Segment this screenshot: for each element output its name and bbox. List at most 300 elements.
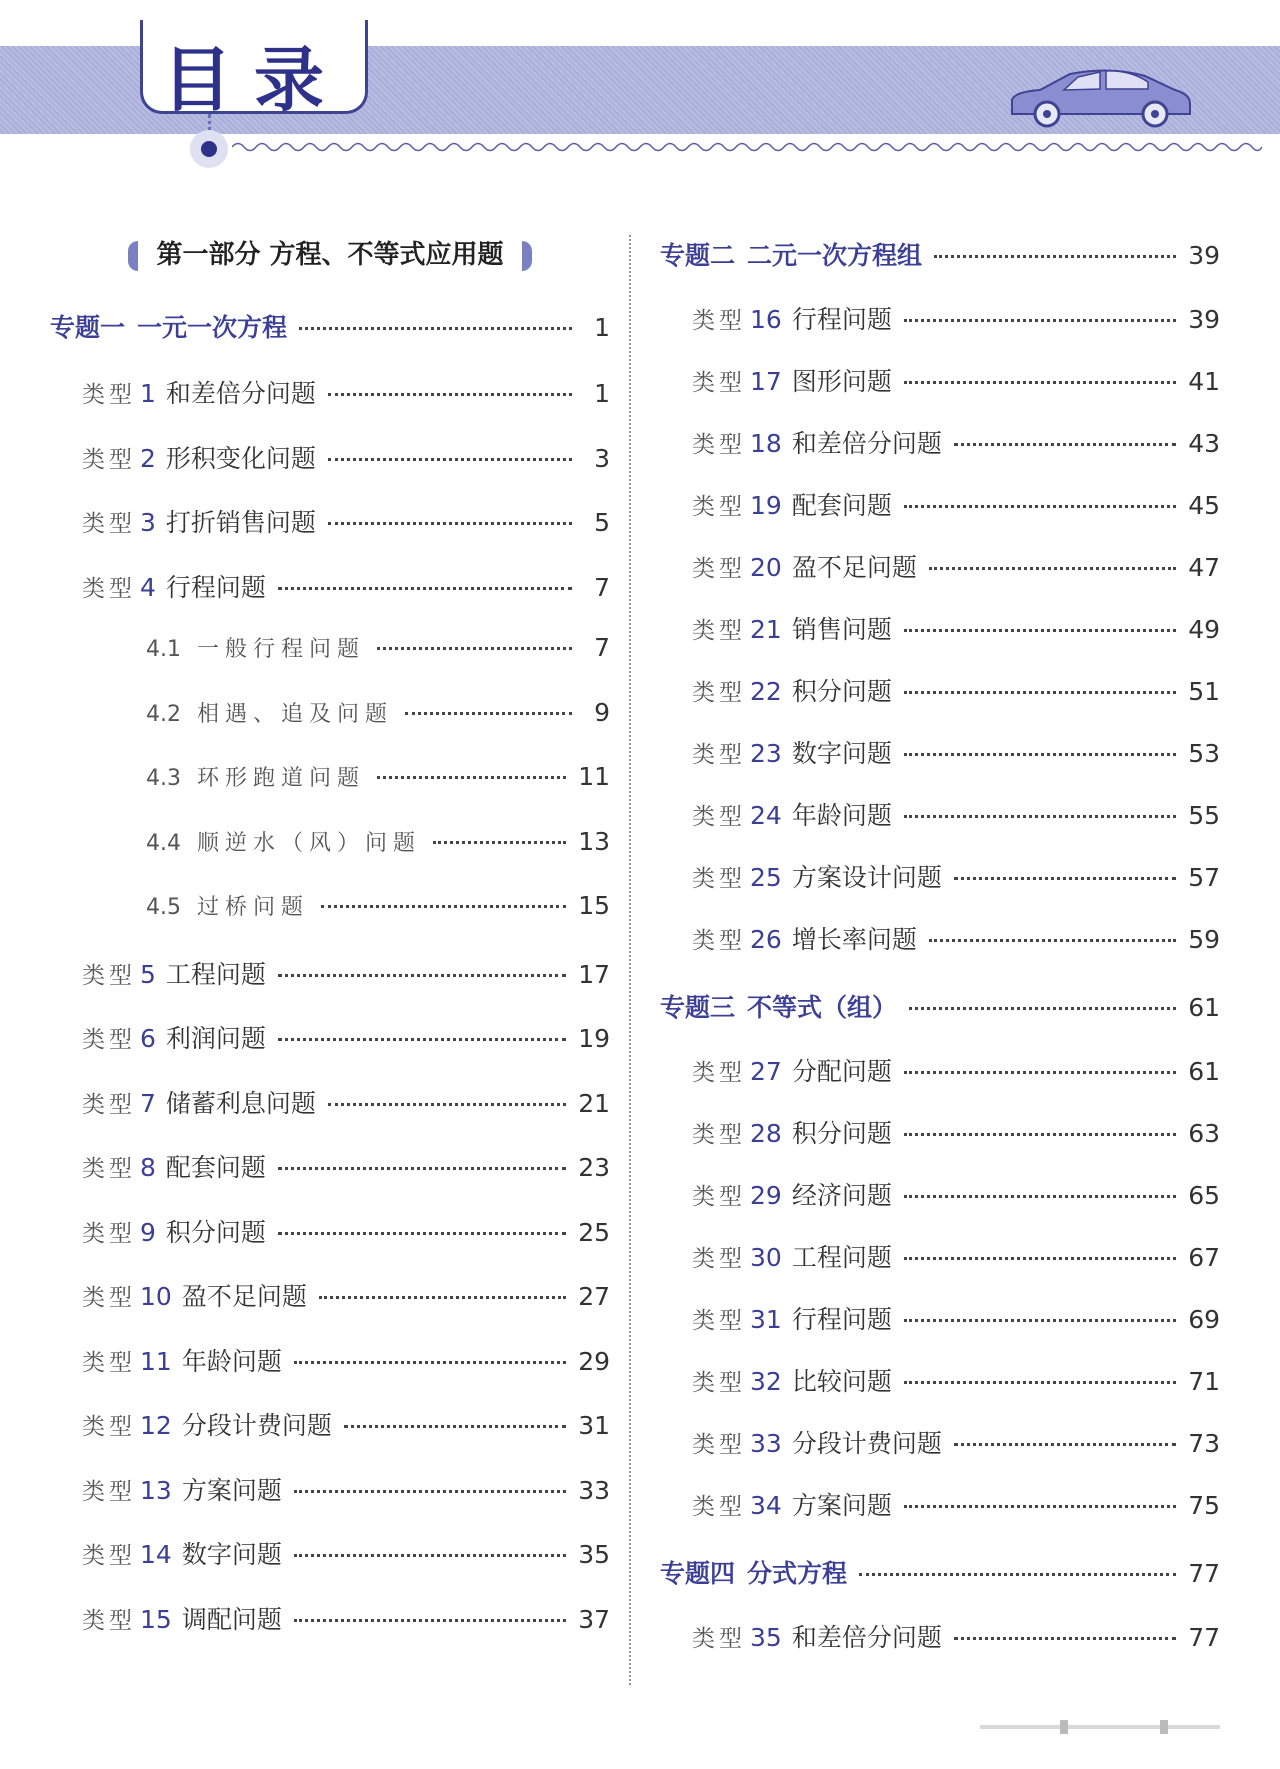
toc-type-entry[interactable] <box>660 672 1220 734</box>
part-title-text: 第一部分 方程、不等式应用题 <box>156 240 504 270</box>
dot-leader <box>904 753 1176 756</box>
type-prefix: 类型 <box>82 1091 136 1118</box>
page-number: 21 <box>578 1088 610 1118</box>
toc-type-entry[interactable] <box>50 955 610 1020</box>
type-name: 和差倍分问题 <box>791 429 942 458</box>
type-name: 和差倍分问题 <box>791 1623 942 1652</box>
page-number: 9 <box>594 697 610 727</box>
toc-type-entry[interactable] <box>660 1424 1220 1486</box>
toc-topic-entry[interactable] <box>50 308 610 374</box>
dot-leader <box>904 381 1176 384</box>
type-name: 积分问题 <box>165 1217 266 1247</box>
toc-list-right <box>660 236 1220 1680</box>
toc-type-entry[interactable] <box>50 1600 610 1665</box>
type-label <box>82 1408 182 1441</box>
dot-leader <box>929 567 1176 570</box>
dot-leader <box>278 1232 566 1235</box>
type-prefix: 类型 <box>692 742 746 768</box>
type-name: 工程问题 <box>165 959 266 989</box>
type-name: 积分问题 <box>791 1119 892 1148</box>
type-prefix: 类型 <box>692 308 746 334</box>
page-number: 33 <box>578 1475 610 1505</box>
dot-leader <box>328 522 572 525</box>
toc-type-entry[interactable] <box>50 1535 610 1600</box>
type-label <box>692 860 792 893</box>
dot-leader <box>377 776 566 779</box>
type-name: 年龄问题 <box>181 1346 282 1376</box>
page-number: 37 <box>578 1604 610 1634</box>
type-prefix: 类型 <box>692 1122 746 1148</box>
type-prefix: 类型 <box>692 494 746 520</box>
dot-leader <box>954 443 1176 446</box>
type-prefix: 类型 <box>692 556 746 582</box>
page-number: 3 <box>594 443 610 473</box>
subtype-number: 4.1 <box>146 637 181 662</box>
type-prefix: 类型 <box>692 1060 746 1086</box>
type-number: 3 <box>140 508 156 537</box>
toc-type-entry[interactable] <box>50 1406 610 1471</box>
type-name: 形积变化问题 <box>165 443 316 473</box>
type-prefix: 类型 <box>692 1626 746 1652</box>
dot-leader <box>294 1619 566 1622</box>
type-prefix: 类型 <box>82 1220 136 1247</box>
type-number: 18 <box>750 429 782 458</box>
type-label <box>692 550 792 583</box>
type-number: 1 <box>140 379 156 408</box>
bracket-right-icon <box>522 241 532 271</box>
toc-type-entry[interactable] <box>50 1213 610 1278</box>
toc-type-entry[interactable] <box>660 424 1220 486</box>
type-prefix: 类型 <box>82 382 136 408</box>
type-label <box>692 1620 792 1653</box>
topic-title <box>660 1554 847 1590</box>
type-number: 25 <box>750 863 782 892</box>
type-name: 行程问题 <box>165 572 266 602</box>
type-prefix: 类型 <box>82 1156 136 1182</box>
page-footer-mark <box>980 1718 1235 1736</box>
topic-label: 专题三 <box>660 993 736 1022</box>
wave-line <box>232 140 1262 154</box>
subtype-name: 环形跑道问题 <box>197 766 366 791</box>
type-label <box>692 922 792 955</box>
type-label <box>82 1602 182 1635</box>
page-number: 45 <box>1188 491 1220 520</box>
dot-leader <box>278 1167 566 1170</box>
subtype-name: 一般行程问题 <box>197 637 366 662</box>
type-number: 32 <box>750 1367 782 1396</box>
type-name: 储蓄利息问题 <box>165 1088 316 1118</box>
dot-leader <box>278 1038 566 1041</box>
type-name: 和差倍分问题 <box>165 379 316 408</box>
toc-type-entry[interactable] <box>660 1618 1220 1680</box>
page-number: 17 <box>578 959 610 989</box>
subtype-number: 4.4 <box>146 830 181 856</box>
type-label <box>692 674 792 707</box>
topic-title <box>660 236 922 272</box>
type-name: 增长率问题 <box>791 925 917 954</box>
type-name: 方案设计问题 <box>791 863 942 892</box>
toc-type-entry[interactable] <box>660 486 1220 548</box>
type-name: 行程问题 <box>791 305 892 334</box>
dot-leader <box>344 1425 566 1428</box>
type-label <box>82 376 166 409</box>
page-number: 71 <box>1188 1367 1220 1396</box>
toc-type-entry[interactable] <box>660 796 1220 858</box>
type-number: 5 <box>140 959 156 989</box>
type-name: 盈不足问题 <box>181 1282 307 1311</box>
topic-label: 专题四 <box>660 1559 736 1588</box>
type-prefix: 类型 <box>82 446 136 473</box>
type-number: 26 <box>750 925 782 954</box>
type-number: 7 <box>140 1088 156 1118</box>
toc-subtype-entry[interactable] <box>50 761 610 826</box>
type-number: 28 <box>750 1119 782 1148</box>
type-label <box>692 364 792 397</box>
toc-list-left <box>50 308 610 1664</box>
dot-leader <box>904 815 1176 818</box>
dot-leader <box>929 939 1176 942</box>
type-prefix: 类型 <box>692 1308 746 1334</box>
type-name: 数字问题 <box>791 739 892 768</box>
type-prefix: 类型 <box>692 370 746 396</box>
page-title: 目录 <box>162 39 346 121</box>
type-prefix: 类型 <box>82 511 136 537</box>
type-label <box>692 302 792 335</box>
toc-type-entry[interactable] <box>660 1052 1220 1114</box>
type-prefix: 类型 <box>692 1370 746 1396</box>
type-name: 经济问题 <box>791 1181 892 1210</box>
dot-leader <box>405 712 572 715</box>
toc-topic-entry[interactable] <box>660 988 1220 1052</box>
page-number: 77 <box>1188 1559 1220 1588</box>
type-label <box>692 1116 792 1149</box>
type-number: 35 <box>750 1623 782 1652</box>
type-prefix: 类型 <box>692 680 746 706</box>
toc-type-entry[interactable] <box>50 503 610 568</box>
toc-topic-entry[interactable] <box>660 236 1220 300</box>
type-number: 17 <box>750 367 782 396</box>
subtype-number: 4.5 <box>146 895 181 920</box>
type-label <box>82 1150 166 1183</box>
type-number: 29 <box>750 1181 782 1210</box>
dot-leader <box>954 1443 1176 1446</box>
type-prefix: 类型 <box>692 432 746 458</box>
type-prefix: 类型 <box>82 1543 136 1569</box>
dot-leader <box>278 974 566 977</box>
dot-leader <box>319 1296 566 1299</box>
type-prefix: 类型 <box>692 618 746 644</box>
dot-leader <box>328 458 572 461</box>
toc-topic-entry[interactable] <box>660 1554 1220 1618</box>
type-number: 20 <box>750 553 782 582</box>
toc-left-column <box>50 230 610 1664</box>
dot-leader <box>904 1195 1176 1198</box>
dot-leader <box>294 1554 566 1557</box>
toc-subtype-entry[interactable] <box>50 697 610 762</box>
page-number: 27 <box>578 1282 610 1311</box>
page-number: 39 <box>1188 305 1220 334</box>
type-label <box>82 957 166 990</box>
toc-type-entry[interactable] <box>50 568 610 633</box>
topic-title <box>660 988 897 1024</box>
toc-type-entry[interactable] <box>50 439 610 504</box>
page-number: 53 <box>1188 739 1220 768</box>
type-label <box>692 1178 792 1211</box>
type-number: 22 <box>750 677 782 706</box>
dot-leader <box>934 255 1176 258</box>
subtype-number: 4.2 <box>146 701 181 727</box>
toc-type-entry[interactable] <box>50 1019 610 1084</box>
type-label <box>692 1488 792 1521</box>
page-number: 41 <box>1188 367 1220 396</box>
type-label <box>82 1344 182 1377</box>
type-name: 配套问题 <box>165 1153 266 1182</box>
page-number: 13 <box>578 826 610 856</box>
page-number: 47 <box>1188 553 1220 582</box>
type-name: 配套问题 <box>791 491 892 520</box>
type-label <box>692 1240 792 1273</box>
type-prefix: 类型 <box>82 575 136 602</box>
type-number: 15 <box>140 1604 172 1634</box>
dot-leader <box>954 877 1176 880</box>
type-number: 9 <box>140 1217 156 1247</box>
toc-type-entry[interactable] <box>660 300 1220 362</box>
type-label <box>82 441 166 474</box>
toc-type-entry[interactable] <box>50 1277 610 1342</box>
type-number: 19 <box>750 491 782 520</box>
type-name: 积分问题 <box>791 677 892 706</box>
type-number: 34 <box>750 1491 782 1520</box>
toc-type-entry[interactable] <box>660 1114 1220 1176</box>
type-number: 10 <box>140 1282 172 1311</box>
dot-leader <box>328 393 572 396</box>
toc-subtype-entry[interactable] <box>50 826 610 891</box>
type-label <box>82 1215 166 1248</box>
subtype-name: 相遇、追及问题 <box>197 701 394 727</box>
toc-header <box>0 0 1280 190</box>
toc-type-entry[interactable] <box>660 858 1220 920</box>
dot-leader <box>909 1007 1176 1010</box>
type-name: 工程问题 <box>791 1243 892 1272</box>
page-number: 77 <box>1188 1623 1220 1652</box>
subtype-name: 顺逆水（风）问题 <box>197 830 422 856</box>
toc-type-entry[interactable] <box>660 1486 1220 1548</box>
type-prefix: 类型 <box>692 1432 746 1458</box>
toc-type-entry[interactable] <box>660 1238 1220 1300</box>
type-prefix: 类型 <box>692 928 746 954</box>
page-number: 69 <box>1188 1305 1220 1334</box>
type-prefix: 类型 <box>82 1285 136 1311</box>
page-number: 23 <box>578 1153 610 1182</box>
type-name: 方案问题 <box>181 1475 282 1505</box>
topic-name: 二元一次方程组 <box>747 241 923 270</box>
toc-type-entry[interactable] <box>50 1342 610 1407</box>
column-divider <box>629 235 631 1685</box>
type-number: 23 <box>750 739 782 768</box>
page-number: 73 <box>1188 1429 1220 1458</box>
type-number: 14 <box>140 1540 172 1569</box>
toc-type-entry[interactable] <box>660 734 1220 796</box>
page-number: 19 <box>578 1024 610 1053</box>
type-prefix: 类型 <box>82 1607 136 1634</box>
page-number: 39 <box>1188 241 1220 270</box>
dot-leader <box>904 629 1176 632</box>
page-number: 57 <box>1188 863 1220 892</box>
type-name: 数字问题 <box>181 1540 282 1569</box>
dot-leader <box>294 1361 566 1364</box>
page-number: 59 <box>1188 925 1220 954</box>
dot-leader <box>294 1490 566 1493</box>
type-label <box>692 798 792 831</box>
page-number: 67 <box>1188 1243 1220 1272</box>
type-prefix: 类型 <box>82 1349 136 1376</box>
dot-leader <box>904 505 1176 508</box>
type-name: 分配问题 <box>791 1057 892 1086</box>
page-number: 1 <box>594 379 610 408</box>
toc-type-entry[interactable] <box>50 1148 610 1213</box>
type-prefix: 类型 <box>82 962 136 989</box>
type-name: 销售问题 <box>791 615 892 644</box>
type-number: 31 <box>750 1305 782 1334</box>
type-label <box>692 1426 792 1459</box>
bracket-left-icon <box>128 241 138 271</box>
type-label <box>692 426 792 459</box>
dot-leader <box>433 841 566 844</box>
dot-leader <box>904 691 1176 694</box>
toc-type-entry[interactable] <box>660 1300 1220 1362</box>
toc-subtype-entry[interactable] <box>50 632 610 697</box>
dot-leader <box>278 587 572 590</box>
type-name: 调配问题 <box>181 1604 282 1634</box>
type-label <box>82 1279 182 1312</box>
type-prefix: 类型 <box>82 1414 136 1440</box>
dot-leader <box>904 1257 1176 1260</box>
type-number: 11 <box>140 1346 172 1376</box>
page-number: 51 <box>1188 677 1220 706</box>
type-label <box>692 612 792 645</box>
dot-leader <box>904 319 1176 322</box>
type-prefix: 类型 <box>692 1494 746 1520</box>
type-name: 打折销售问题 <box>165 508 316 537</box>
dot-leader <box>377 647 572 650</box>
page-number: 7 <box>594 572 610 602</box>
toc-type-entry[interactable] <box>660 920 1220 982</box>
toc-type-entry[interactable] <box>660 362 1220 424</box>
type-number: 12 <box>140 1411 172 1440</box>
toc-type-entry[interactable] <box>660 548 1220 610</box>
type-label <box>82 1021 166 1054</box>
type-name: 比较问题 <box>791 1367 892 1396</box>
car-icon <box>1000 64 1200 134</box>
page-number: 5 <box>594 508 610 537</box>
dot-leader <box>954 1637 1176 1640</box>
dot-leader <box>299 327 572 330</box>
topic-label: 专题二 <box>660 241 736 270</box>
type-label <box>82 1086 166 1119</box>
type-label <box>692 736 792 769</box>
type-label <box>82 1473 182 1506</box>
dot-leader <box>321 905 566 908</box>
page-number: 1 <box>594 313 610 342</box>
dot-leader <box>904 1319 1176 1322</box>
page-number: 31 <box>578 1411 610 1440</box>
type-prefix: 类型 <box>82 1027 136 1053</box>
dot-leader <box>328 1103 566 1106</box>
subtype-number: 4.3 <box>146 766 181 791</box>
type-name: 盈不足问题 <box>791 553 917 582</box>
type-prefix: 类型 <box>692 866 746 892</box>
type-name: 利润问题 <box>165 1024 266 1053</box>
page-number: 15 <box>578 891 610 920</box>
page-number: 7 <box>594 633 610 662</box>
subtype-name: 过桥问题 <box>197 895 310 920</box>
toc-type-entry[interactable] <box>660 1362 1220 1424</box>
part-title <box>50 230 610 274</box>
topic-name: 一元一次方程 <box>137 313 288 342</box>
page-number: 75 <box>1188 1491 1220 1520</box>
page-number: 55 <box>1188 801 1220 830</box>
page-number: 49 <box>1188 615 1220 644</box>
title-box <box>140 20 368 121</box>
page-number: 63 <box>1188 1119 1220 1148</box>
type-number: 24 <box>750 801 782 830</box>
type-number: 27 <box>750 1057 782 1086</box>
page-number: 35 <box>578 1540 610 1569</box>
dot-leader <box>904 1505 1176 1508</box>
type-prefix: 类型 <box>692 1184 746 1210</box>
toc-type-entry[interactable] <box>660 1176 1220 1238</box>
dot-leader <box>904 1133 1176 1136</box>
bullet-dot-icon <box>190 130 228 168</box>
type-prefix: 类型 <box>692 804 746 830</box>
type-number: 30 <box>750 1243 782 1272</box>
type-number: 13 <box>140 1475 172 1505</box>
type-name: 方案问题 <box>791 1491 892 1520</box>
toc-type-entry[interactable] <box>50 1084 610 1149</box>
page-number: 61 <box>1188 993 1220 1022</box>
type-number: 16 <box>750 305 782 334</box>
type-name: 年龄问题 <box>791 801 892 830</box>
type-name: 分段计费问题 <box>791 1429 942 1458</box>
page-number: 25 <box>578 1217 610 1247</box>
toc-type-entry[interactable] <box>50 1471 610 1536</box>
type-number: 4 <box>140 572 156 602</box>
toc-type-entry[interactable] <box>660 610 1220 672</box>
topic-name: 分式方程 <box>747 1559 848 1588</box>
type-label <box>692 488 792 521</box>
type-name: 行程问题 <box>791 1305 892 1334</box>
type-number: 2 <box>140 443 156 473</box>
topic-title <box>50 308 287 344</box>
type-name: 分段计费问题 <box>181 1411 332 1440</box>
page-number: 11 <box>578 762 610 791</box>
page-number: 43 <box>1188 429 1220 458</box>
page-number: 61 <box>1188 1057 1220 1086</box>
type-prefix: 类型 <box>82 1478 136 1505</box>
dot-leader <box>904 1381 1176 1384</box>
type-label <box>692 1054 792 1087</box>
toc-type-entry[interactable] <box>50 374 610 439</box>
type-number: 6 <box>140 1024 156 1053</box>
toc-subtype-entry[interactable] <box>50 890 610 955</box>
type-number: 33 <box>750 1429 782 1458</box>
type-prefix: 类型 <box>692 1246 746 1272</box>
topic-name: 不等式（组） <box>747 993 898 1022</box>
type-label <box>82 505 166 538</box>
type-number: 21 <box>750 615 782 644</box>
type-label <box>82 570 166 603</box>
page-number: 65 <box>1188 1181 1220 1210</box>
